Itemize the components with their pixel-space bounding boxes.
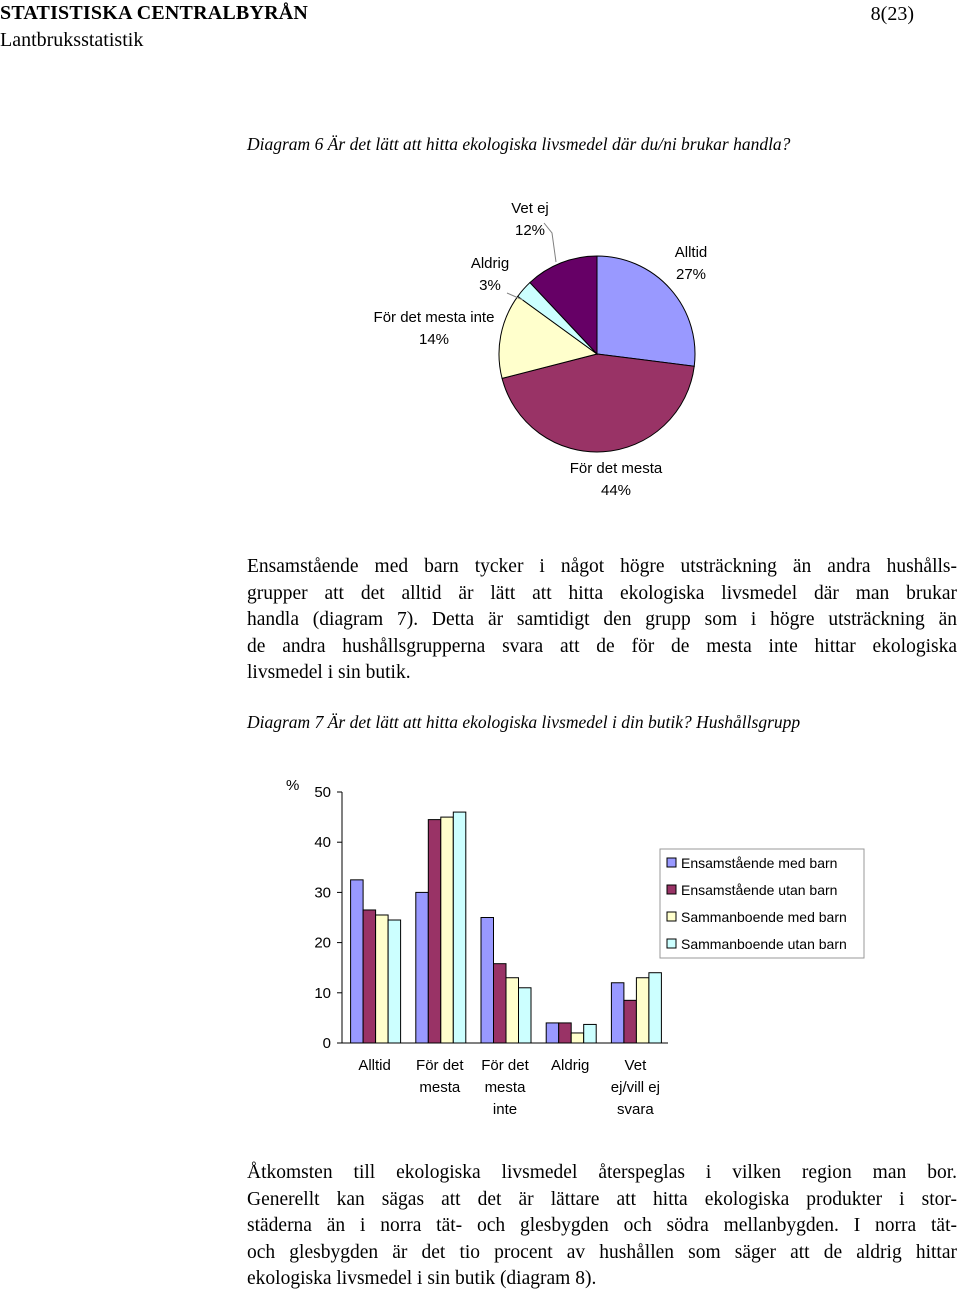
pie-slice-percent: 14% xyxy=(418,331,450,348)
bar xyxy=(624,1000,637,1043)
paragraph-line: de andra hushållsgrupperna svara att de för de mesta inte hittar ekologiska xyxy=(247,635,957,657)
legend-swatch xyxy=(667,939,676,948)
paragraph-line: grupper att det alltid är lätt att hitta ekologiska livsmedel där man brukar xyxy=(247,582,957,604)
paragraph-line: och glesbygden är det tio procent av hushållen som säger att de aldrig hittar xyxy=(247,1241,957,1263)
x-tick-label: Vet xyxy=(624,1057,647,1074)
paragraph-line: Åtkomsten till ekologiska livsmedel återspeglas i vilken region man bor. xyxy=(247,1162,957,1183)
paragraph-line: städerna än i norra tät- och glesbygden och södra mellanbygden. I norra tät- xyxy=(247,1215,957,1236)
bar xyxy=(428,820,441,1043)
legend-swatch xyxy=(667,885,676,894)
legend-label: Ensamstående utan barn xyxy=(681,882,838,898)
bar xyxy=(571,1033,584,1043)
pie-slice-label: Alltid xyxy=(674,244,708,261)
bar xyxy=(519,988,532,1043)
legend-label: Sammanboende med barn xyxy=(681,909,847,925)
pie-slice-label: Aldrig xyxy=(470,255,510,272)
bar xyxy=(506,978,519,1043)
bar xyxy=(416,892,429,1043)
y-tick-label: 30 xyxy=(314,884,331,902)
bar xyxy=(494,964,507,1043)
bar xyxy=(376,915,389,1043)
x-tick-label: svara xyxy=(617,1101,654,1118)
y-tick-label: 0 xyxy=(322,1035,331,1052)
y-tick-label: 50 xyxy=(314,784,331,801)
y-tick-label: 20 xyxy=(314,934,331,952)
legend-label: Ensamstående med barn xyxy=(681,855,838,871)
x-tick-label: Alltid xyxy=(358,1057,391,1074)
legend-swatch xyxy=(667,912,676,921)
legend-label: Sammanboende utan barn xyxy=(681,936,847,952)
organization-name: STATISTISKA CENTRALBYRÅN xyxy=(0,2,309,24)
diagram7-caption: Diagram 7 Är det lätt att hitta ekologiska livsmedel i din butik? Hushållsgrupp xyxy=(247,712,801,732)
x-tick-label: ej/vill ej xyxy=(610,1079,660,1096)
bar xyxy=(546,1023,559,1043)
x-tick-label: Aldrig xyxy=(551,1057,590,1074)
paragraph-line: handla (diagram 7). Detta är samtidigt den grupp som i högre utsträckning än xyxy=(247,609,957,630)
bar xyxy=(649,973,662,1043)
x-tick-label: mesta xyxy=(419,1079,461,1096)
pie-slice-percent: 44% xyxy=(600,482,632,499)
paragraph-line: ekologiska livsmedel i sin butik (diagram 8). xyxy=(247,1268,597,1289)
paragraph-line: livsmedel i sin butik. xyxy=(247,662,411,683)
bar xyxy=(363,910,376,1043)
legend-swatch xyxy=(667,858,676,867)
pie-slice-label: För det mesta inte xyxy=(373,309,495,326)
bar xyxy=(351,880,364,1043)
y-tick-label: 40 xyxy=(314,834,331,852)
bar xyxy=(453,812,466,1043)
bar xyxy=(611,983,624,1043)
y-tick-label: 10 xyxy=(314,984,331,1002)
bar xyxy=(636,978,649,1043)
y-axis-unit-label: % xyxy=(286,777,300,794)
page-number: 8(23) xyxy=(870,3,914,25)
body-paragraph-2 xyxy=(247,1160,957,1293)
x-tick-label: mesta xyxy=(484,1079,526,1096)
pie-slice-percent: 12% xyxy=(514,222,546,239)
bar xyxy=(584,1024,597,1043)
pie-slice-label: För det mesta xyxy=(569,460,663,477)
bar xyxy=(481,918,494,1044)
diagram6-caption: Diagram 6 Är det lätt att hitta ekologiska livsmedel där du/ni brukar handla? xyxy=(247,134,791,154)
document-subtitle: Lantbruksstatistik xyxy=(0,29,144,51)
pie-slice-label: Vet ej xyxy=(511,200,549,217)
paragraph-line: Generellt kan sägas att det är lättare att hitta ekologiska produkter i stor- xyxy=(247,1188,957,1210)
bar xyxy=(388,920,401,1043)
x-tick-label: För det xyxy=(481,1057,529,1074)
pie-slice-percent: 3% xyxy=(479,277,501,294)
bar xyxy=(441,817,454,1043)
bar xyxy=(559,1023,572,1043)
x-tick-label: inte xyxy=(492,1101,518,1118)
paragraph-line: Ensamstående med barn tycker i något högre utsträckning än andra hushålls- xyxy=(247,556,957,577)
x-tick-label: För det xyxy=(416,1057,464,1074)
pie-slice-percent: 27% xyxy=(675,266,707,283)
